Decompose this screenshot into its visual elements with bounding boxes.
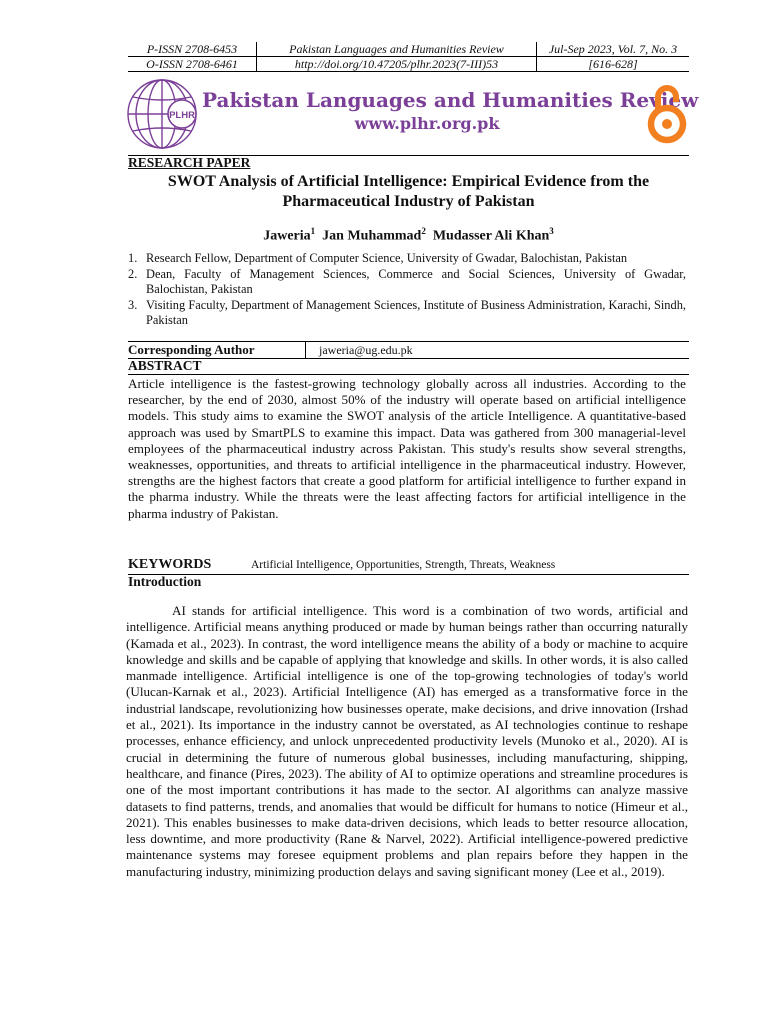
corresponding-author-row — [128, 341, 689, 359]
affiliation-text: Visiting Faculty, Department of Management Sciences, Institute of Business Administration, Karachi, Sindh, Pakistan — [146, 297, 686, 327]
affiliation-item — [128, 267, 686, 298]
author-affil-marker: 2 — [421, 226, 426, 236]
corresponding-author-email[interactable]: jaweria@ug.edu.pk — [319, 343, 413, 357]
affiliation-text: Dean, Faculty of Management Sciences, Commerce and Social Sciences, University of Gwadar, Balochistan, Pakistan — [146, 266, 686, 296]
author-list — [128, 226, 689, 245]
p-issn: P-ISSN 2708-6453 — [128, 42, 257, 57]
journal-url[interactable]: www.plhr.org.pk — [354, 114, 500, 133]
open-access-lock-icon — [646, 82, 688, 144]
o-issn: O-ISSN 2708-6461 — [146, 57, 238, 71]
doi-link[interactable]: http://doi.org/10.47205/plhr.2023(7-III)53 — [257, 57, 537, 72]
affiliation-item — [128, 251, 686, 267]
affiliation-number: 1. — [128, 251, 138, 265]
abstract-heading: ABSTRACT — [128, 358, 689, 375]
keywords-list: Artificial Intelligence, Opportunities, Strength, Threats, Weakness — [251, 559, 556, 571]
keywords-label: KEYWORDS — [128, 557, 212, 572]
corresponding-author-label: Corresponding Author — [128, 342, 306, 358]
author-name: Jan Muhammad — [322, 228, 422, 244]
affiliation-item — [128, 298, 686, 329]
introduction-heading: Introduction — [128, 574, 202, 589]
keywords-row — [128, 556, 689, 575]
affiliation-list — [128, 251, 686, 329]
journal-title-header: Pakistan Languages and Humanities Review — [257, 42, 537, 57]
affiliation-number: 3. — [128, 297, 138, 312]
journal-header-table — [128, 42, 689, 71]
page-range: [616-628] — [588, 57, 638, 71]
issue-info: Jul-Sep 2023, Vol. 7, No. 3 — [537, 42, 690, 57]
author-name: Mudasser Ali Khan — [432, 228, 550, 244]
header-divider — [128, 71, 689, 72]
paper-title: SWOT Analysis of Artificial Intelligence: Empirical Evidence from the Pharmaceutical Industry of Pakistan — [167, 173, 650, 210]
introduction-paragraph: AI stands for artificial intelligence. This word is a combination of two words, artificial and intelligence. Artificial means anything produced or made by human beings rather than occurring naturally (Kamada et al., 2023). In contrast, the word intelligence means the ability of a body or machine to acquire knowledge and skills and be capable of applying that knowledge and skills. In other words, it is also called manmade intelligence. Artificial intelligence is one of the top-growing technologies of today's world (Ulucan-Karnak et al., 2023). Artificial Intelligence (AI) has emerged as a transformative force in the industrial landscape, revolutionizing how businesses operate, make decisions, and drive innovation (Irshad et al., 2021). Its importance in the industry cannot be overstated, as AI technologies continue to reshape processes, enhance efficiency, and unlock unprecedented productivity levels (Munoko et al., 2020). AI is crucial in determining the future of numerous global businesses, including manufacturing, shipping, healthcare, and finance (Pires, 2023). The ability of AI to optimize operations and streamline procedures is one of the most important contributions it has made to the sector. AI algorithms can analyze massive datasets to find patterns, trends, and anomalies that would be difficult for humans to notice (Himeur et al., 2021). This enables businesses to make data-driven decisions, which leads to better resource allocation, less downtime, and more productivity (Rane & Narvel, 2022). Artificial intelligence-powered predictive maintenance systems may foresee equipment problems and plan repairs before they happen in the manufacturing industry, minimizing production delays and saving significant money (Lee et al., 2019). — [126, 603, 688, 879]
author-affil-marker: 1 — [310, 226, 316, 236]
author-name: Jaweria — [263, 228, 311, 244]
author-affil-marker: 3 — [549, 226, 554, 236]
globe-icon — [126, 76, 202, 152]
abstract-text: Article intelligence is the fastest-growing technology globally across all industries. According to the researcher, by the end of 2030, almost 50% of the industry will operate based on artificial intelligence models. This study aims to examine the SWOT analysis of the article Intelligence. A quantitative-based approach was used by SmartPLS to examine this impact. Data was gathered from 300 managerial-level employees of the pharmaceutical industry across Pakistan. This study's results show several strengths, weaknesses, opportunities, and threats to artificial intelligence in the pharmaceutical industry. However, strengths are the highest factors that create a good platform for artificial intelligence to further expand in the pharma industry. While the threats were the least affecting factors for artificial intelligence in the pharma industry of Pakistan. — [128, 376, 686, 521]
paper-type-label: RESEARCH PAPER — [128, 155, 251, 170]
affiliation-number: 2. — [128, 266, 138, 281]
journal-name: Pakistan Languages and Humanities Review — [202, 88, 699, 112]
logo-text: PLHR — [169, 110, 195, 121]
affiliation-text: Research Fellow, Department of Computer Science, University of Gwadar, Balochistan, Pakistan — [146, 251, 628, 265]
journal-banner — [126, 76, 699, 152]
